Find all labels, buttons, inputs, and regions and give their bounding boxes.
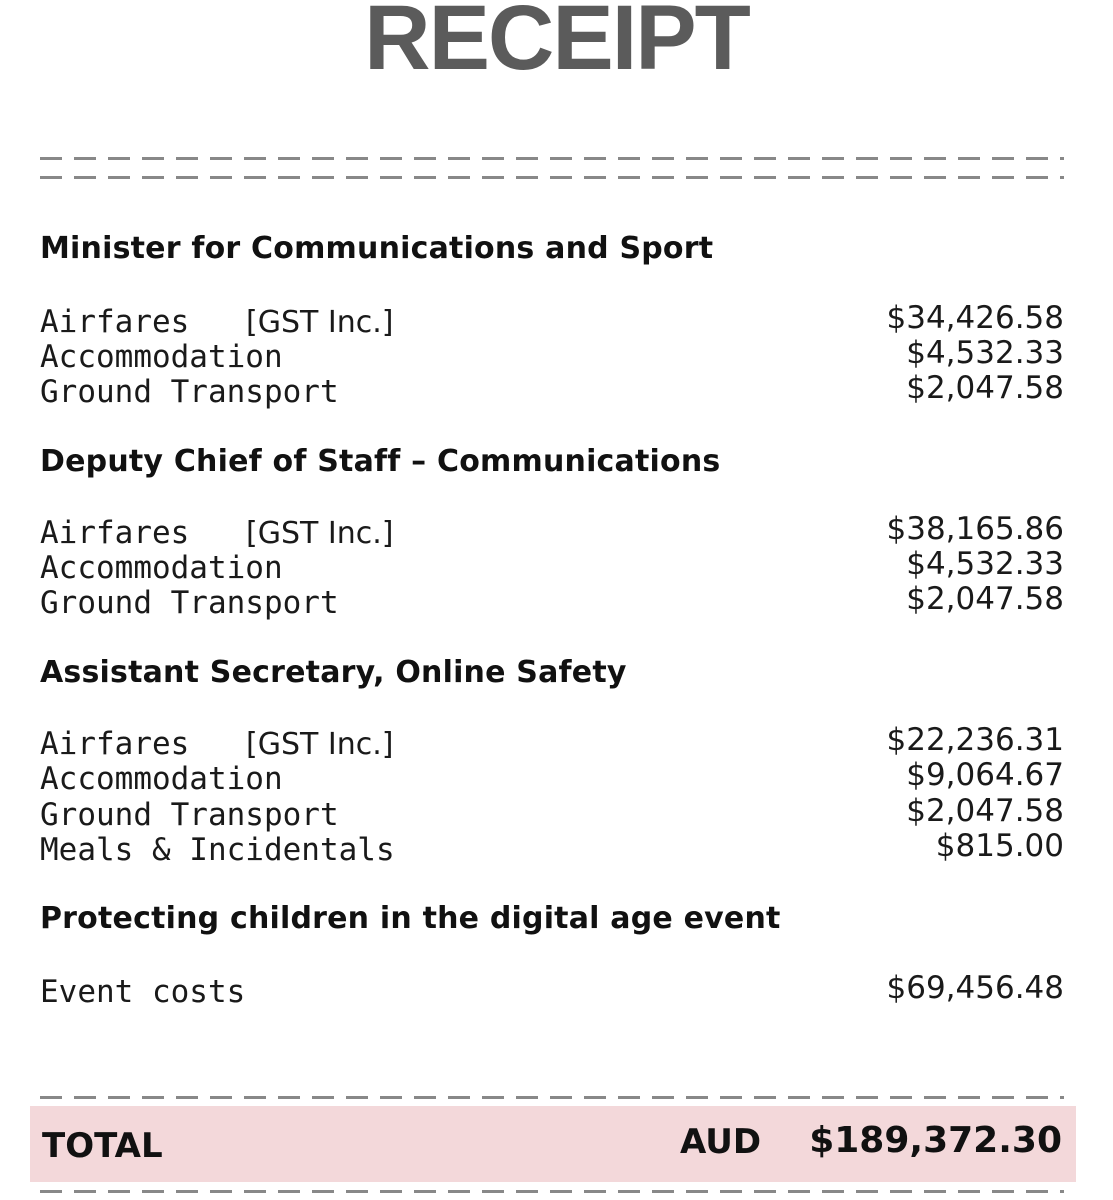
line-item xyxy=(40,828,1064,868)
divider-bottom xyxy=(40,1096,1064,1099)
item-amount: $2,047.58 xyxy=(906,793,1064,829)
item-amount: $4,532.33 xyxy=(906,546,1064,582)
total-label: TOTAL xyxy=(42,1126,163,1166)
divider-top-2 xyxy=(40,176,1064,179)
line-item xyxy=(40,793,1064,833)
section-heading: Protecting children in the digital age event xyxy=(40,901,781,936)
item-amount: $4,532.33 xyxy=(906,335,1064,371)
item-amount: $2,047.58 xyxy=(906,581,1064,617)
receipt-title: RECEIPT xyxy=(364,0,749,89)
item-amount: $815.00 xyxy=(935,828,1064,864)
section-heading: Deputy Chief of Staff – Communications xyxy=(40,444,721,479)
item-amount: $22,236.31 xyxy=(886,722,1064,758)
divider-top-1 xyxy=(40,157,1064,160)
item-label: Airfares xyxy=(40,726,190,762)
item-amount: $34,426.58 xyxy=(886,300,1064,336)
item-amount: $2,047.58 xyxy=(906,370,1064,406)
line-item xyxy=(40,370,1064,410)
item-note: [GST Inc.] xyxy=(246,727,394,762)
line-item xyxy=(40,581,1064,621)
item-label: Accommodation xyxy=(40,761,283,797)
section-heading: Assistant Secretary, Online Safety xyxy=(40,655,627,690)
item-label: Airfares xyxy=(40,304,190,340)
line-item xyxy=(40,757,1064,797)
item-note: [GST Inc.] xyxy=(246,305,394,340)
total-currency: AUD xyxy=(680,1122,762,1162)
total-row xyxy=(30,1106,1076,1182)
item-label: Ground Transport xyxy=(40,585,339,621)
divider-end xyxy=(40,1190,1064,1193)
item-label: Ground Transport xyxy=(40,374,339,410)
item-label: Event costs xyxy=(40,974,246,1010)
item-label: Accommodation xyxy=(40,339,283,375)
item-amount: $69,456.48 xyxy=(886,970,1064,1006)
item-label: Airfares xyxy=(40,515,190,551)
item-label: Ground Transport xyxy=(40,797,339,833)
section-heading: Minister for Communications and Sport xyxy=(40,231,714,266)
item-note: [GST Inc.] xyxy=(246,516,394,551)
item-amount: $9,064.67 xyxy=(906,757,1064,793)
item-label: Meals & Incidentals xyxy=(40,832,395,868)
total-amount: $189,372.30 xyxy=(809,1120,1062,1161)
line-item xyxy=(40,970,1064,1010)
item-amount: $38,165.86 xyxy=(886,511,1064,547)
item-label: Accommodation xyxy=(40,550,283,586)
